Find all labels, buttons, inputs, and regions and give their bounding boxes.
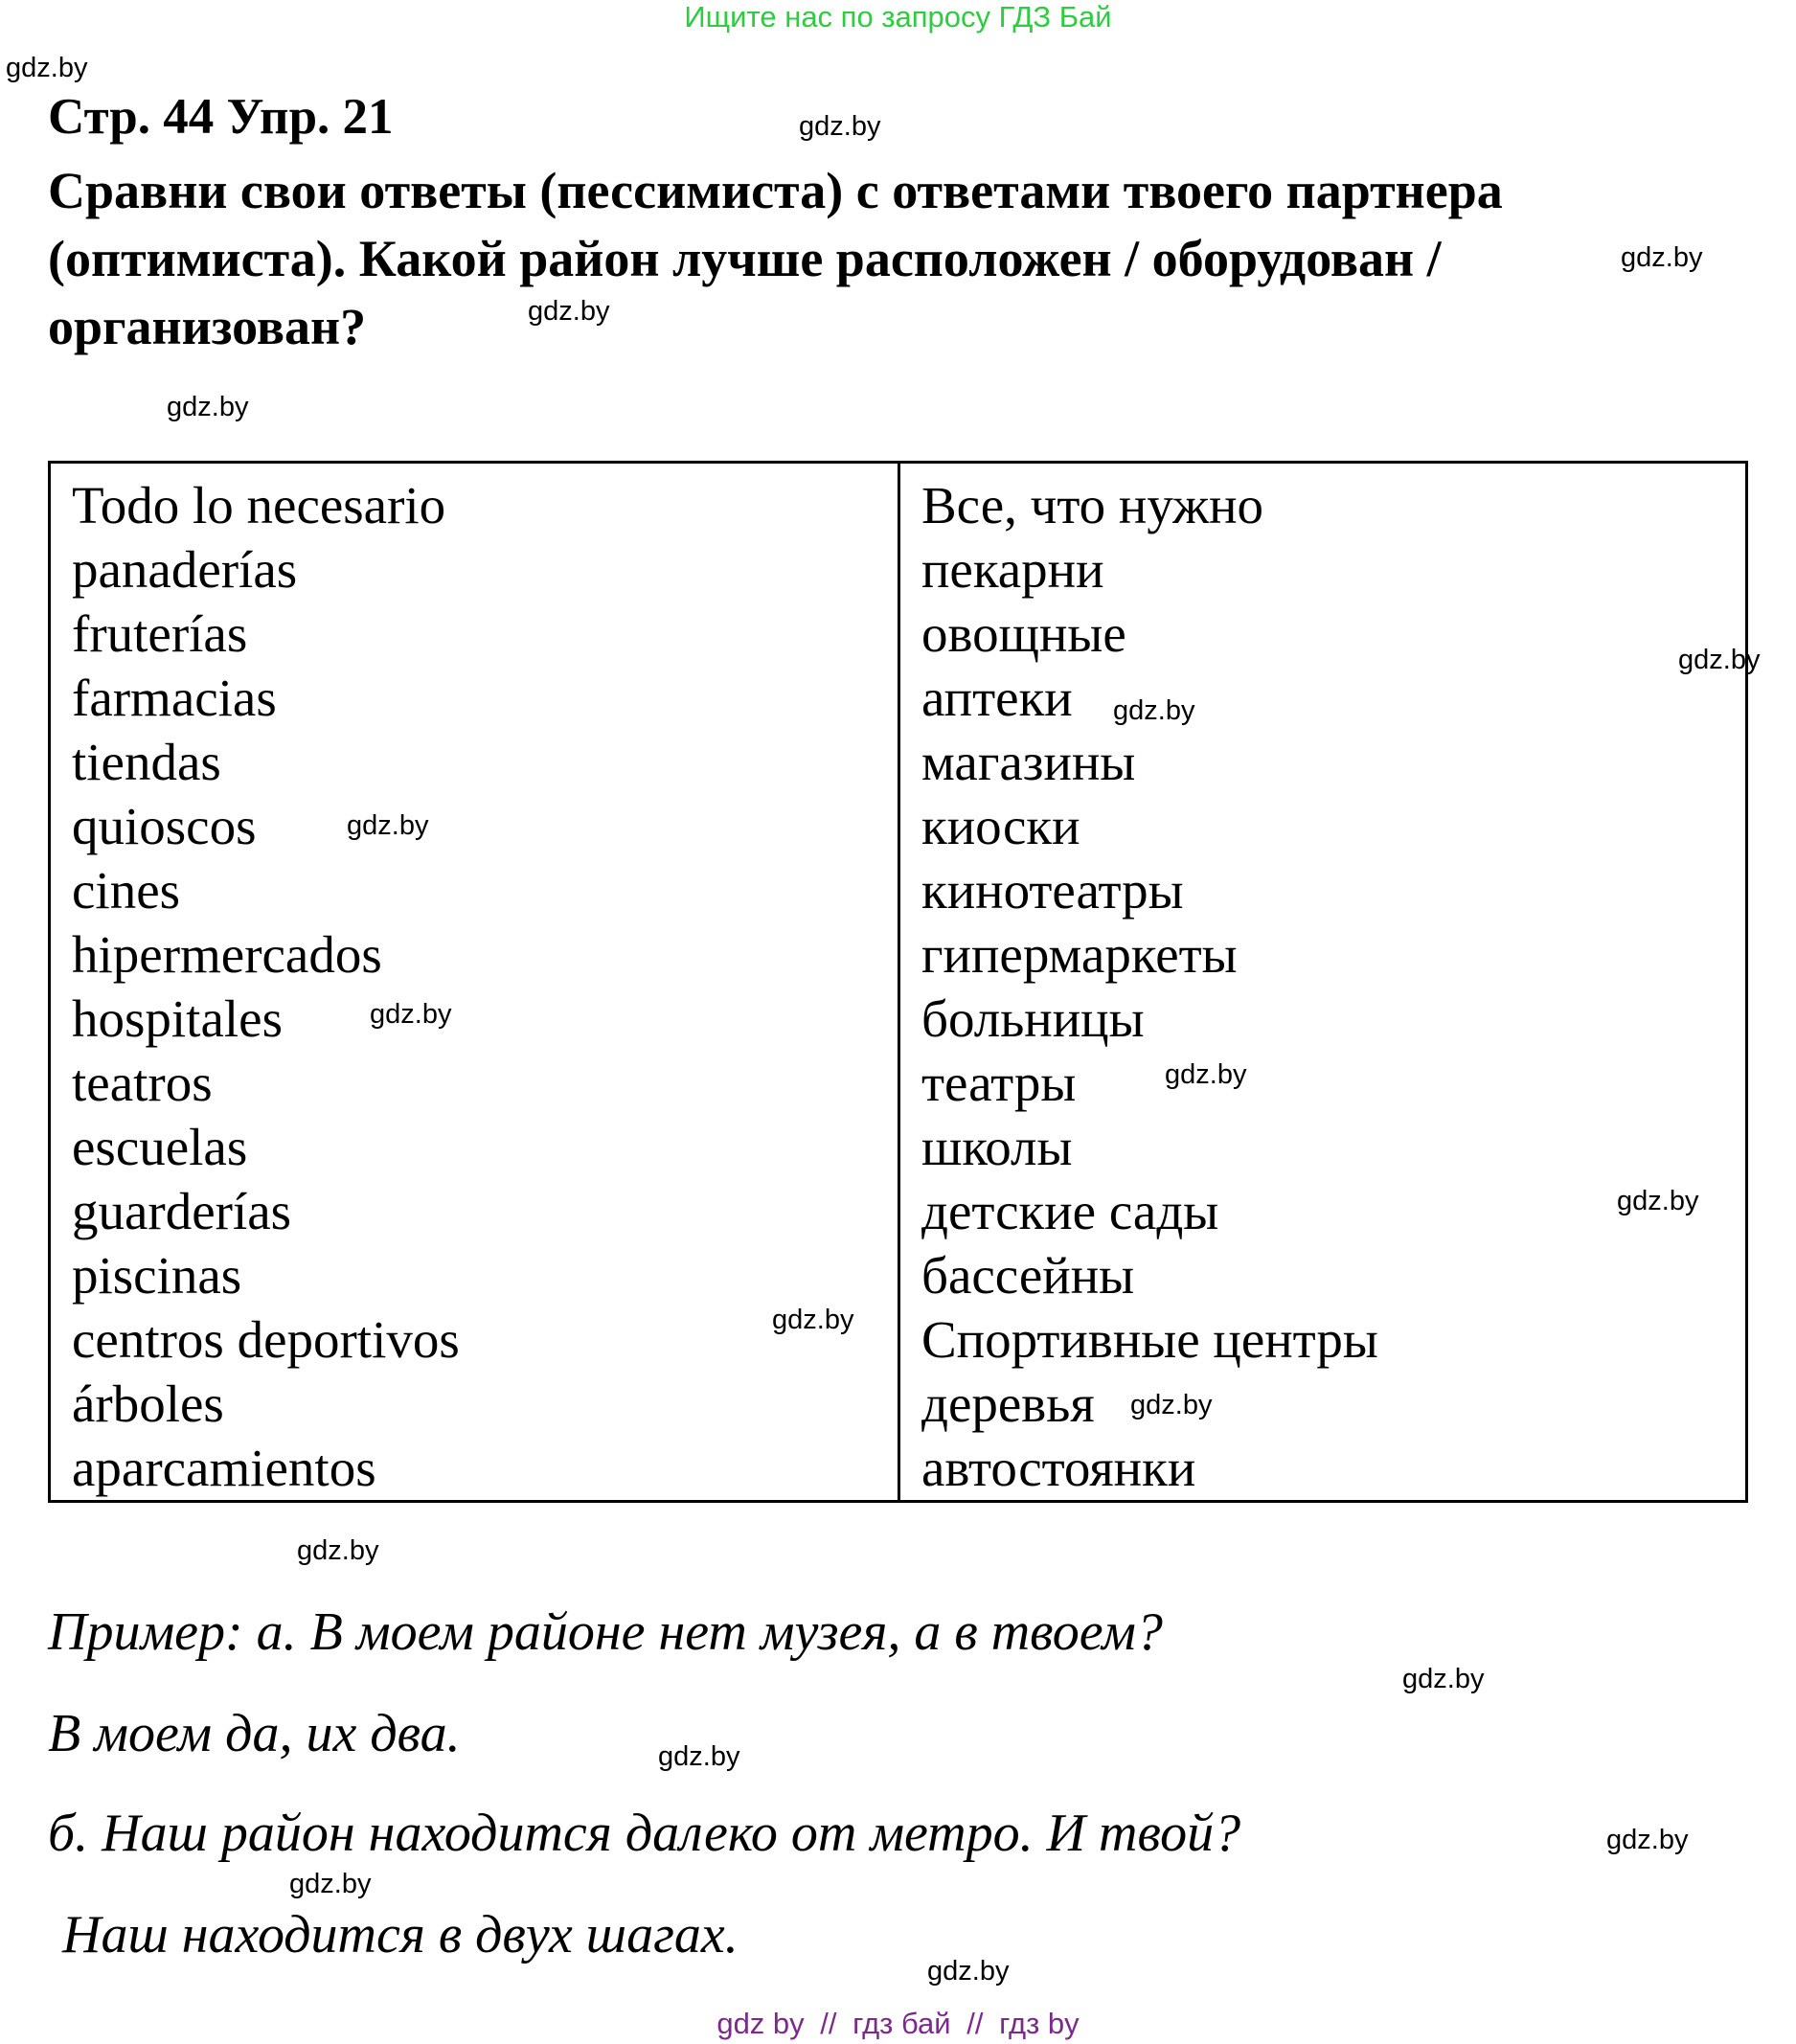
watermark: gdz.by	[1621, 242, 1703, 273]
russian-word: гипермаркеты	[921, 925, 1238, 984]
watermark: gdz.by	[6, 53, 88, 83]
russian-word: магазины	[921, 733, 1136, 791]
watermark: gdz.by	[347, 810, 429, 841]
spanish-word: guarderías	[72, 1182, 292, 1240]
russian-word: автостоянки	[921, 1439, 1196, 1497]
russian-word: киоски	[921, 797, 1080, 855]
spanish-word: hospitales	[72, 989, 283, 1048]
watermark: gdz.by	[167, 392, 249, 422]
russian-word: деревья	[921, 1374, 1095, 1433]
spanish-column	[50, 463, 899, 1502]
vocabulary-table	[48, 461, 1748, 1503]
watermark: gdz.by	[1617, 1186, 1699, 1216]
russian-word: Спортивные центры	[921, 1310, 1378, 1369]
watermark: gdz.by	[1165, 1059, 1247, 1090]
spanish-word: quioscos	[72, 797, 257, 855]
example-line-3: б. Наш район находится далеко от метро. И твой?	[48, 1804, 1241, 1863]
task-line-3: организован?	[48, 298, 367, 355]
page-heading: Стр. 44 Упр. 21	[48, 89, 394, 145]
spanish-word: hipermercados	[72, 925, 382, 984]
watermark: gdz.by	[370, 999, 452, 1030]
russian-word: Все, что нужно	[921, 476, 1264, 534]
watermark: gdz.by	[1130, 1390, 1213, 1420]
watermark: gdz.by	[772, 1305, 854, 1335]
example-line-1: Пример: а. В моем районе нет музея, а в твоем?	[48, 1602, 1163, 1662]
watermark: gdz.by	[528, 296, 610, 327]
task-line-2: (оптимиста). Какой район лучше расположен / оборудован /	[48, 230, 1442, 287]
footer-separator: //	[820, 2007, 837, 2040]
russian-word: аптеки	[921, 669, 1073, 727]
russian-word: школы	[921, 1118, 1073, 1176]
russian-word: бассейны	[921, 1246, 1135, 1305]
russian-word: больницы	[921, 989, 1145, 1048]
task-line-1: Сравни свои ответы (пессимиста) с ответами твоего партнера	[48, 162, 1503, 219]
footer-link[interactable]: гдз бай	[853, 2007, 951, 2040]
russian-word: овощные	[921, 604, 1126, 663]
russian-column	[899, 463, 1747, 1502]
task-text	[48, 157, 1619, 361]
watermark: gdz.by	[1113, 695, 1195, 726]
top-banner: Ищите нас по запросу ГДЗ Бай	[684, 0, 1112, 34]
spanish-word: escuelas	[72, 1118, 248, 1176]
spanish-word: teatros	[72, 1054, 213, 1112]
spanish-word: fruterías	[72, 604, 248, 663]
spanish-word: cines	[72, 861, 181, 920]
spanish-word: centros deportivos	[72, 1310, 460, 1369]
spanish-word: árboles	[72, 1374, 224, 1433]
footer-separator: //	[966, 2007, 984, 2040]
watermark: gdz.by	[927, 1956, 1010, 1987]
watermark: gdz.by	[289, 1869, 372, 1899]
footer-link[interactable]: гдз by	[999, 2007, 1080, 2040]
watermark: gdz.by	[658, 1741, 740, 1772]
spanish-word: piscinas	[72, 1246, 242, 1305]
watermark: gdz.by	[1402, 1664, 1485, 1694]
spanish-word: farmacias	[72, 669, 277, 727]
russian-word: детские сады	[921, 1182, 1219, 1240]
footer-link[interactable]: gdz by	[716, 2007, 805, 2040]
russian-word: пекарни	[921, 540, 1104, 599]
watermark: gdz.by	[297, 1535, 379, 1566]
watermark: gdz.by	[1678, 645, 1761, 675]
example-line-4: Наш находится в двух шагах.	[62, 1905, 739, 1965]
footer-links	[0, 2007, 1796, 2041]
spanish-word: panaderías	[72, 540, 298, 599]
example-line-2: В моем да, их два.	[48, 1704, 461, 1763]
spanish-word: aparcamientos	[72, 1439, 376, 1497]
spanish-word: Todo lo necesario	[72, 476, 446, 534]
watermark: gdz.by	[1606, 1825, 1689, 1855]
spanish-word: tiendas	[72, 733, 221, 791]
watermark: gdz.by	[799, 111, 881, 142]
russian-word: кинотеатры	[921, 861, 1184, 920]
russian-word: театры	[921, 1054, 1077, 1112]
